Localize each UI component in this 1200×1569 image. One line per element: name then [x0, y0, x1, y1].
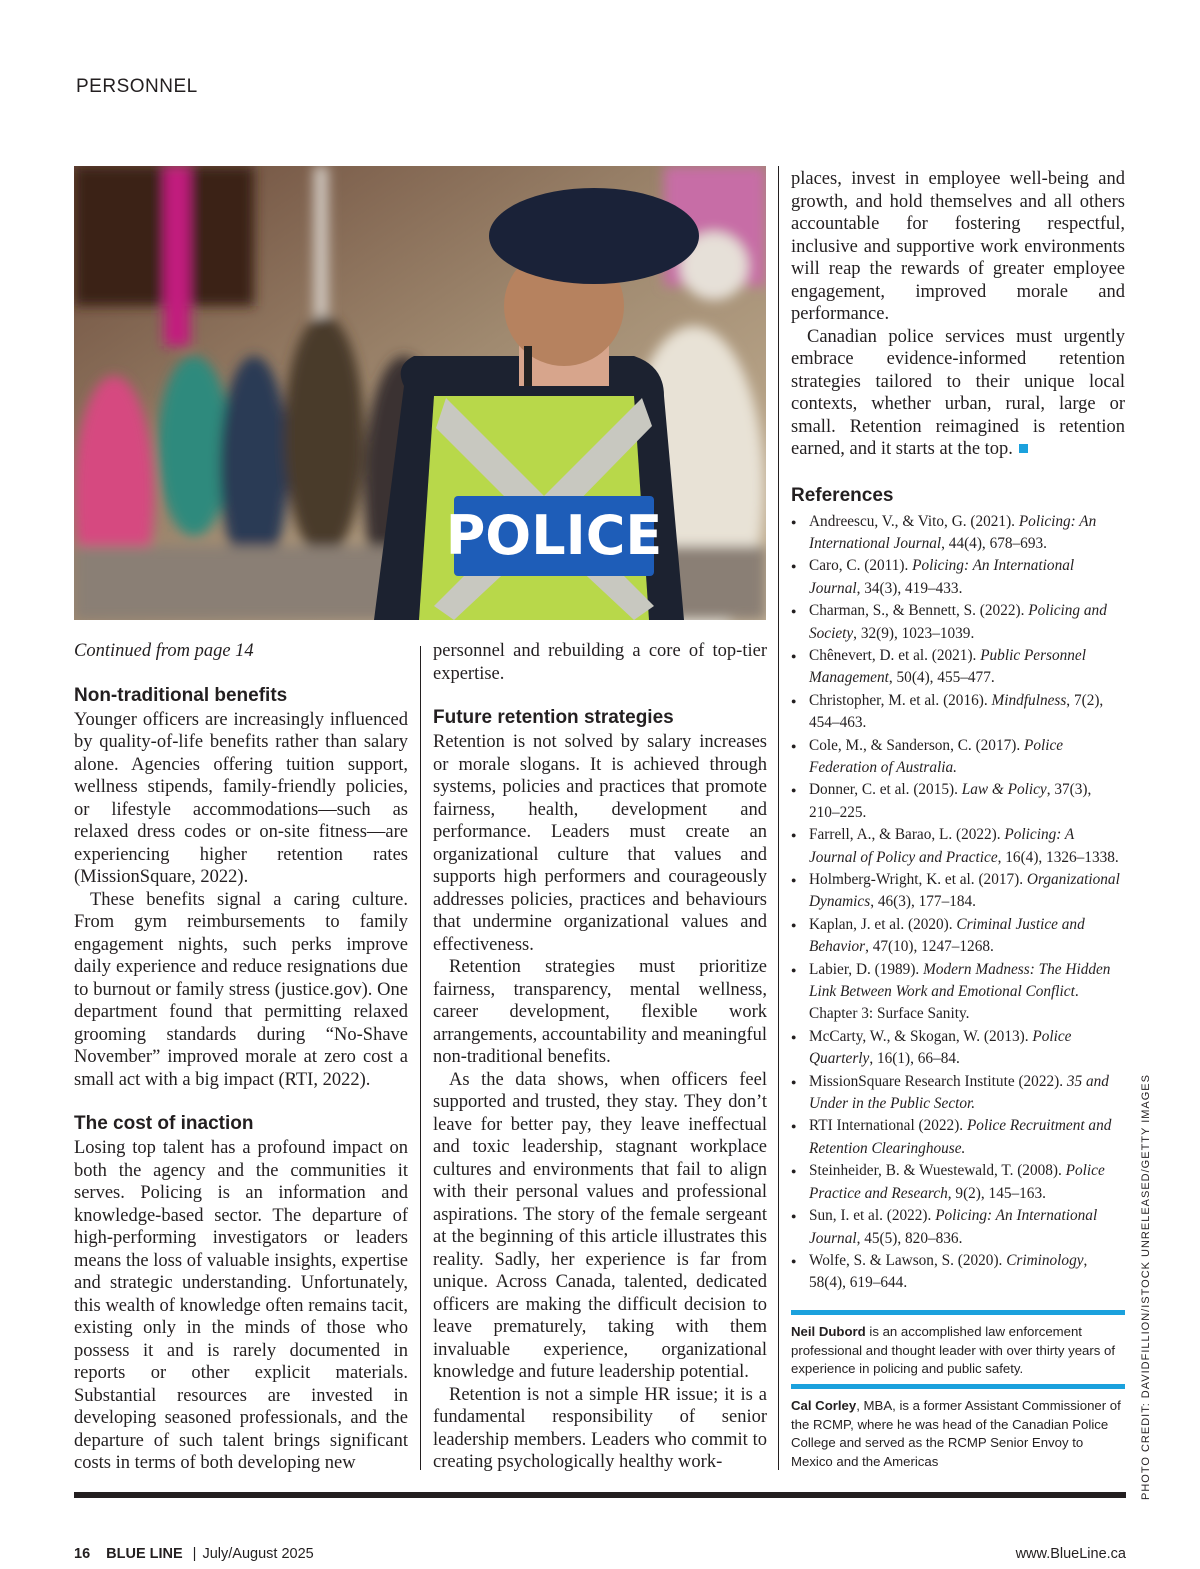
reference-item	[791, 690, 1125, 735]
issue-date: July/August 2025	[202, 1546, 314, 1562]
photo-credit: PHOTO CREDIT: DAVIDFILLION/ISTOCK UNRELEASED/GETTY IMAGES	[1140, 1074, 1152, 1500]
paragraph: Retention is not solved by salary increases or morale slogans. It is achieved through systems, policies and practices that promote fairness, health, development and performance. Leaders must create an organizational culture that values and supports high performers and courageously addresses policies, practices and behaviours that undermine organizational values and effectiveness.	[433, 732, 767, 955]
page-number: 16	[74, 1546, 91, 1562]
author-bio-dubord	[791, 1310, 1125, 1379]
reference-details: , 7(2), 454–463.	[809, 691, 1104, 732]
bio-accent-bar	[791, 1310, 1125, 1315]
reference-details: , 16(1), 66–84.	[869, 1050, 960, 1068]
reference-authors: Steinheider, B. & Wuestewald, T. (2008).	[809, 1162, 1066, 1180]
section-label: PERSONNEL	[76, 76, 198, 97]
reference-source: Policing: An International Journal	[809, 557, 1075, 597]
reference-source: Criminology	[1006, 1251, 1084, 1269]
reference-authors: Holmberg-Wright, K. et al. (2017).	[809, 871, 1027, 888]
reference-details: , 34(3), 419–433.	[856, 579, 963, 597]
reference-authors: Cole, M., & Sanderson, C. (2017).	[809, 736, 1024, 754]
author-name: Cal Corley	[791, 1398, 857, 1413]
reference-authors: Sun, I. et al. (2022).	[809, 1207, 936, 1225]
vest-police-text: POLICE	[445, 504, 663, 567]
column-divider-right	[778, 166, 779, 1470]
reference-details: , 46(3), 177–184.	[870, 893, 976, 911]
reference-source: Police Recruitment and Retention Clearinghouse.	[809, 1117, 1112, 1157]
bio-accent-bar	[791, 1384, 1125, 1389]
reference-details: . Chapter 3: Surface Sanity.	[809, 983, 1079, 1023]
reference-item	[791, 824, 1125, 869]
paragraph: Losing top talent has a profound impact on both the agency and the communities it serves. Policing is an information and knowledge-based sector. The departure of high-performing investigators or leaders means the loss of valuable insights, expertise and strategic understanding. Unfortunately, this wealth of knowledge often remains tacit, existing only in the minds of those who possess it and is rarely documented in reports or other explicit materials. Substantial resources are invested in developing seasoned professionals, and the departure of such talent brings significant costs in terms of both developing new	[74, 1138, 408, 1473]
reference-authors: Caro, C. (2011).	[809, 557, 913, 575]
reference-item	[791, 511, 1125, 556]
reference-details: , 9(2), 145–163.	[947, 1184, 1046, 1202]
footer-divider: |	[192, 1546, 197, 1562]
reference-item	[791, 1205, 1125, 1250]
paragraph: These benefits signal a caring culture. From gym reimbursements to family engagement nights, such perks improve daily experience and reduce resignations due to burnout or family stress (justice.gov). One department found that permitting relaxed grooming standards during “No-Shave November” improved morale at zero cost a small act with a big impact (RTI, 2022).	[74, 889, 408, 1090]
reference-item	[791, 1250, 1125, 1295]
continued-note: Continued from page 14	[74, 641, 254, 661]
end-of-article-mark	[1019, 444, 1028, 453]
reference-details: , 47(10), 1247–1268.	[865, 938, 994, 956]
reference-source: Police Quarterly	[809, 1027, 1072, 1068]
reference-authors: McCarty, W., & Skogan, W. (2013).	[809, 1027, 1033, 1045]
paragraph: personnel and rebuilding a core of top-tier expertise.	[433, 641, 767, 684]
paragraph: places, invest in employee well-being and growth, and hold themselves and all others accountable for fostering respectful, inclusive and supportive work environments will reap the rewards of greater employee engagement, improved morale and performance.	[791, 169, 1125, 324]
reference-item	[791, 1160, 1125, 1205]
reference-item	[791, 555, 1125, 600]
author-description: , MBA, is a former Assistant Commissioner of the RCMP, where he was head of the Canadian Police College and served as the RCMP Senior Envoy to Mexico and the Americas	[791, 1398, 1121, 1469]
article-column-1	[74, 640, 408, 1475]
article-column-3	[791, 168, 1125, 1295]
reference-authors: Labier, D. (1989).	[809, 960, 924, 978]
reference-item	[791, 600, 1125, 645]
reference-source: Policing: An International Journal	[809, 1207, 1098, 1247]
paragraph: Retention strategies must prioritize fairness, transparency, mental wellness, career development, flexible work arrangements, accountability and meaningful non-traditional benefits.	[433, 957, 767, 1067]
reference-source: Policing: An International Journal	[809, 512, 1097, 552]
reference-details: , 45(5), 820–836.	[856, 1229, 963, 1247]
author-name: Neil Dubord	[791, 1324, 866, 1339]
paragraph: As the data shows, when officers feel supported and trusted, they stay. They don’t leave for better pay, they leave ineffectual and toxic leadership, stagnant workplace cultures and environments that fail to align with their personal values and professional aspirations. The story of the female sergeant at the beginning of this article illustrates this reality. Sadly, her experience is far from unique. Across Canada, talented, dedicated officers are making the difficult decision to leave prematurely, taking with them invaluable experience, organizational knowledge and future leadership potential.	[433, 1069, 767, 1382]
reference-source: Public Personnel Management	[809, 646, 1086, 687]
heading-cost-of-inaction: The cost of inaction	[74, 1113, 254, 1134]
reference-item	[791, 1115, 1125, 1160]
reference-source: Police Federation of Australia.	[809, 736, 1064, 776]
reference-item	[791, 735, 1125, 780]
reference-item	[791, 779, 1125, 824]
paragraph: Retention is not a simple HR issue; it is a fundamental responsibility of senior leadership members. Leaders who commit to creating psychologically healthy work-	[433, 1384, 767, 1472]
heading-non-traditional-benefits: Non-traditional benefits	[74, 684, 288, 706]
reference-authors: RTI International (2022).	[809, 1117, 967, 1135]
reference-authors: Wolfe, S. & Lawson, S. (2020).	[809, 1251, 1007, 1269]
paragraph: Younger officers are increasingly influenced by quality-of-life benefits rather than salary alone. Agencies offering tuition support, wellness stipends, family-friendly policies, or lifestyle accommodations—such as relaxed dress codes or on-site fitness—are experiencing higher retention rates (MissionSquare, 2022).	[74, 709, 408, 887]
reference-authors: Christopher, M. et al. (2016).	[809, 691, 992, 709]
reference-details: , 37(3), 210–225.	[809, 781, 1092, 821]
reference-item	[791, 869, 1125, 914]
footer-rule	[74, 1492, 1126, 1498]
reference-source: Policing and Society	[809, 602, 1107, 642]
reference-item	[791, 1071, 1125, 1116]
column-divider-left	[420, 646, 421, 1470]
reference-item	[791, 645, 1125, 690]
reference-details: , 44(4), 678–693.	[941, 534, 1047, 552]
references-list	[791, 511, 1125, 1295]
references-heading: References	[791, 484, 894, 506]
reference-item	[791, 959, 1125, 1026]
reference-item	[791, 1026, 1125, 1071]
website-link[interactable]: www.BlueLine.ca	[1015, 1546, 1126, 1562]
reference-authors: MissionSquare Research Institute (2022).	[809, 1072, 1067, 1090]
article-column-2	[433, 640, 767, 1474]
reference-source: Mindfulness	[991, 691, 1067, 709]
author-description: is an accomplished law enforcement professional and thought leader with over thirty years of experience in policing and public safety.	[791, 1324, 1116, 1376]
reference-details: , 58(4), 619–644.	[809, 1251, 1088, 1292]
reference-authors: Andreescu, V., & Vito, G. (2021).	[809, 512, 1019, 530]
reference-source: Criminal Justice and Behavior	[809, 915, 1085, 956]
reference-source: Policing: A Journal of Policy and Practice	[809, 826, 1074, 866]
reference-authors: Donner, C. et al. (2015).	[809, 781, 962, 799]
reference-details: , 32(9), 1023–1039.	[853, 624, 975, 642]
heading-future-retention-strategies: Future retention strategies	[433, 707, 674, 728]
reference-authors: Farrell, A., & Barao, L. (2022).	[809, 826, 1005, 844]
reference-source: Law & Policy	[961, 781, 1047, 799]
paragraph-text: Canadian police services must urgently embrace evidence-informed retention strategies tailored to their unique local contexts, whether urban, rural, large or small. Retention reimagined is retention earned, and it starts at the top.	[791, 326, 1125, 459]
reference-authors: Charman, S., & Bennett, S. (2022).	[809, 602, 1029, 620]
police-officer-photo	[74, 166, 766, 620]
paragraph	[791, 326, 1125, 461]
reference-details: , 16(4), 1326–1338.	[997, 848, 1119, 866]
page-footer	[74, 1546, 1126, 1562]
reference-source: Organizational Dynamics	[809, 871, 1120, 911]
reference-authors: Chênevert, D. et al. (2021).	[809, 646, 981, 664]
magazine-name: BLUE LINE	[106, 1546, 183, 1562]
reference-source: 35 and Under in the Public Sector.	[809, 1072, 1109, 1113]
reference-source: Modern Madness: The Hidden Link Between Work and Emotional Conflict	[809, 960, 1111, 1001]
reference-authors: Kaplan, J. et al. (2020).	[809, 915, 957, 933]
author-bio-corley	[791, 1384, 1125, 1471]
reference-source: Police Practice and Research	[809, 1162, 1105, 1202]
reference-item	[791, 914, 1125, 959]
reference-details: , 50(4), 455–477.	[888, 669, 995, 687]
